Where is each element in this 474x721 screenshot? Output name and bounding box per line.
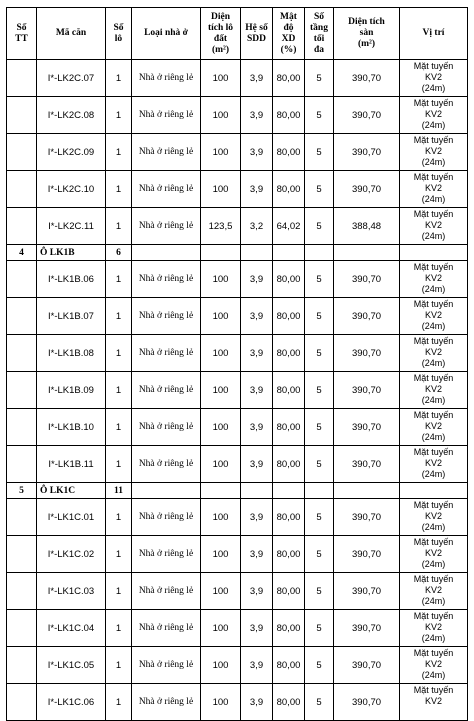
dien-tich-san-cell: 390,70 [334, 261, 400, 298]
group-empty-cell [305, 483, 334, 499]
dien-tich-lo-cell: 100 [201, 298, 241, 335]
ma-can-cell: I*-LK1C.05 [37, 647, 106, 684]
vi-tri-line: Mặt tuyến [413, 611, 454, 621]
mat-do-cell: 80,00 [273, 298, 305, 335]
dien-tich-lo-cell: 100 [201, 261, 241, 298]
vi-tri-line: (24m) [421, 633, 446, 643]
so-tang-cell: 5 [305, 97, 334, 134]
group-name: Ô LK1B [37, 245, 106, 261]
table-row [7, 409, 468, 446]
he-so-cell: 3,9 [241, 610, 273, 647]
vi-tri-cell [400, 261, 468, 298]
group-count: 11 [106, 483, 132, 499]
mat-do-cell: 80,00 [273, 573, 305, 610]
group-count: 6 [106, 245, 132, 261]
ma-can-cell: I*-LK1C.02 [37, 536, 106, 573]
loai-nha-cell: Nhà ở riêng lẻ [132, 446, 201, 483]
so-tang-cell: 5 [305, 573, 334, 610]
vi-tri-cell [400, 499, 468, 536]
mat-do-cell: 80,00 [273, 97, 305, 134]
ma-can-cell: I*-LK1C.03 [37, 573, 106, 610]
stt-cell [7, 573, 37, 610]
vi-tri-line: Mặt tuyến [413, 648, 454, 658]
vi-tri-cell [400, 647, 468, 684]
he-so-cell: 3,9 [241, 372, 273, 409]
dien-tich-lo-cell: 100 [201, 684, 241, 721]
vi-tri-line: (24m) [421, 194, 446, 204]
loai-nha-cell: Nhà ở riêng lẻ [132, 684, 201, 721]
vi-tri-line: KV2 [424, 146, 442, 156]
stt-cell [7, 499, 37, 536]
loai-nha-cell: Nhà ở riêng lẻ [132, 372, 201, 409]
ma-can-cell: I*-LK1B.08 [37, 335, 106, 372]
loai-nha-cell: Nhà ở riêng lẻ [132, 499, 201, 536]
dien-tich-lo-cell: 100 [201, 536, 241, 573]
loai-nha-cell: Nhà ở riêng lẻ [132, 335, 201, 372]
table-row [7, 573, 468, 610]
vi-tri-line: (24m) [421, 231, 446, 241]
vi-tri-line: (24m) [421, 596, 446, 606]
vi-tri-line: Mặt tuyến [413, 447, 454, 457]
table-row [7, 335, 468, 372]
table-row [7, 610, 468, 647]
loai-nha-cell: Nhà ở riêng lẻ [132, 298, 201, 335]
he-so-cell: 3,9 [241, 335, 273, 372]
stt-cell [7, 298, 37, 335]
stt-cell [7, 684, 37, 721]
header-he-so: Hệ số SDD [241, 8, 273, 60]
group-empty-cell [132, 245, 201, 261]
table-row [7, 97, 468, 134]
so-tang-cell: 5 [305, 134, 334, 171]
so-tang-cell: 5 [305, 298, 334, 335]
vi-tri-line: (24m) [421, 469, 446, 479]
dien-tich-lo-cell: 100 [201, 499, 241, 536]
loai-nha-cell: Nhà ở riêng lẻ [132, 97, 201, 134]
group-stt: 4 [7, 245, 37, 261]
vi-tri-cell [400, 684, 468, 721]
group-empty-cell [201, 245, 241, 261]
vi-tri-line: Mặt tuyến [413, 299, 454, 309]
dien-tich-san-cell: 390,70 [334, 536, 400, 573]
so-tang-cell: 5 [305, 684, 334, 721]
table-row [7, 60, 468, 97]
vi-tri-line: KV2 [424, 585, 442, 595]
vi-tri-line: (24m) [421, 83, 446, 93]
group-empty-cell [334, 245, 400, 261]
so-tang-cell: 5 [305, 261, 334, 298]
he-so-cell: 3,9 [241, 446, 273, 483]
so-lo-cell: 1 [106, 446, 132, 483]
he-so-cell: 3,9 [241, 171, 273, 208]
dien-tich-lo-cell: 123,5 [201, 208, 241, 245]
group-name: Ô LK1C [37, 483, 106, 499]
dien-tich-lo-cell: 100 [201, 446, 241, 483]
ma-can-cell: I*-LK1B.10 [37, 409, 106, 446]
vi-tri-line: Mặt tuyến [413, 135, 454, 145]
mat-do-cell: 80,00 [273, 647, 305, 684]
so-tang-cell: 5 [305, 499, 334, 536]
group-empty-cell [201, 483, 241, 499]
stt-cell [7, 134, 37, 171]
mat-do-cell: 80,00 [273, 134, 305, 171]
ma-can-cell: I*-LK1C.01 [37, 499, 106, 536]
header-vi-tri: Vị trí [400, 8, 468, 60]
loai-nha-cell: Nhà ở riêng lẻ [132, 60, 201, 97]
vi-tri-cell [400, 134, 468, 171]
he-so-cell: 3,9 [241, 97, 273, 134]
vi-tri-line: KV2 [424, 109, 442, 119]
so-tang-cell: 5 [305, 647, 334, 684]
stt-cell [7, 610, 37, 647]
vi-tri-line: (24m) [421, 157, 446, 167]
header-dien-tich-san: Diện tích sàn (m²) [334, 8, 400, 60]
dien-tich-lo-cell: 100 [201, 97, 241, 134]
group-empty-cell [273, 245, 305, 261]
dien-tich-san-cell: 390,70 [334, 573, 400, 610]
dien-tich-san-cell: 390,70 [334, 97, 400, 134]
mat-do-cell: 80,00 [273, 610, 305, 647]
group-empty-cell [334, 483, 400, 499]
vi-tri-line: KV2 [424, 622, 442, 632]
so-lo-cell: 1 [106, 409, 132, 446]
vi-tri-line: Mặt tuyến [413, 209, 454, 219]
header-ma-can: Mã căn [37, 8, 106, 60]
so-lo-cell: 1 [106, 647, 132, 684]
dien-tich-san-cell: 390,70 [334, 298, 400, 335]
table-row [7, 446, 468, 483]
table-row [7, 208, 468, 245]
group-stt: 5 [7, 483, 37, 499]
so-lo-cell: 1 [106, 499, 132, 536]
mat-do-cell: 80,00 [273, 446, 305, 483]
table-row [7, 499, 468, 536]
group-empty-cell [400, 245, 468, 261]
table-row [7, 684, 468, 721]
table-row [7, 134, 468, 171]
group-empty-cell [273, 483, 305, 499]
loai-nha-cell: Nhà ở riêng lẻ [132, 536, 201, 573]
so-tang-cell: 5 [305, 335, 334, 372]
so-lo-cell: 1 [106, 610, 132, 647]
vi-tri-line: KV2 [424, 511, 442, 521]
vi-tri-cell [400, 409, 468, 446]
mat-do-cell: 80,00 [273, 60, 305, 97]
mat-do-cell: 80,00 [273, 372, 305, 409]
header-so-tang: Số tầng tối đa [305, 8, 334, 60]
vi-tri-line: KV2 [424, 384, 442, 394]
vi-tri-line: KV2 [424, 421, 442, 431]
header-dien-tich-lo: Diện tích lô đất (m²) [201, 8, 241, 60]
vi-tri-line: Mặt tuyến [413, 500, 454, 510]
mat-do-cell: 80,00 [273, 171, 305, 208]
he-so-cell: 3,9 [241, 647, 273, 684]
header-stt: Số TT [7, 8, 37, 60]
he-so-cell: 3,9 [241, 684, 273, 721]
dien-tich-lo-cell: 100 [201, 60, 241, 97]
vi-tri-line: Mặt tuyến [413, 98, 454, 108]
vi-tri-line: KV2 [424, 220, 442, 230]
vi-tri-line: KV2 [424, 696, 442, 706]
he-so-cell: 3,9 [241, 409, 273, 446]
dien-tich-san-cell: 390,70 [334, 171, 400, 208]
so-lo-cell: 1 [106, 684, 132, 721]
ma-can-cell: I*-LK1C.04 [37, 610, 106, 647]
loai-nha-cell: Nhà ở riêng lẻ [132, 409, 201, 446]
vi-tri-line: Mặt tuyến [413, 685, 454, 695]
mat-do-cell: 80,00 [273, 684, 305, 721]
so-lo-cell: 1 [106, 335, 132, 372]
vi-tri-line: KV2 [424, 659, 442, 669]
vi-tri-line: (24m) [421, 395, 446, 405]
vi-tri-line: Mặt tuyến [413, 172, 454, 182]
stt-cell [7, 647, 37, 684]
vi-tri-line: (24m) [421, 321, 446, 331]
vi-tri-line: (24m) [421, 358, 446, 368]
so-tang-cell: 5 [305, 446, 334, 483]
vi-tri-line: Mặt tuyến [413, 537, 454, 547]
he-so-cell: 3,2 [241, 208, 273, 245]
ma-can-cell: I*-LK2C.08 [37, 97, 106, 134]
he-so-cell: 3,9 [241, 499, 273, 536]
vi-tri-line: Mặt tuyến [413, 574, 454, 584]
vi-tri-line: KV2 [424, 273, 442, 283]
group-row [7, 483, 468, 499]
he-so-cell: 3,9 [241, 60, 273, 97]
vi-tri-cell [400, 97, 468, 134]
vi-tri-line: Mặt tuyến [413, 373, 454, 383]
vi-tri-line: KV2 [424, 458, 442, 468]
so-lo-cell: 1 [106, 60, 132, 97]
table-row [7, 261, 468, 298]
vi-tri-line: Mặt tuyến [413, 410, 454, 420]
dien-tich-lo-cell: 100 [201, 610, 241, 647]
so-lo-cell: 1 [106, 208, 132, 245]
table-row [7, 536, 468, 573]
dien-tich-lo-cell: 100 [201, 372, 241, 409]
he-so-cell: 3,9 [241, 134, 273, 171]
header-mat-do: Mật độ XD (%) [273, 8, 305, 60]
dien-tich-san-cell: 388,48 [334, 208, 400, 245]
stt-cell [7, 536, 37, 573]
so-tang-cell: 5 [305, 60, 334, 97]
group-empty-cell [305, 245, 334, 261]
loai-nha-cell: Nhà ở riêng lẻ [132, 261, 201, 298]
he-so-cell: 3,9 [241, 261, 273, 298]
dien-tich-san-cell: 390,70 [334, 499, 400, 536]
dien-tich-san-cell: 390,70 [334, 409, 400, 446]
stt-cell [7, 261, 37, 298]
so-tang-cell: 5 [305, 171, 334, 208]
so-lo-cell: 1 [106, 171, 132, 208]
so-tang-cell: 5 [305, 372, 334, 409]
vi-tri-cell [400, 372, 468, 409]
so-tang-cell: 5 [305, 208, 334, 245]
mat-do-cell: 64,02 [273, 208, 305, 245]
so-lo-cell: 1 [106, 134, 132, 171]
dien-tich-san-cell: 390,70 [334, 684, 400, 721]
table-body [7, 60, 468, 721]
dien-tich-lo-cell: 100 [201, 335, 241, 372]
stt-cell [7, 208, 37, 245]
loai-nha-cell: Nhà ở riêng lẻ [132, 171, 201, 208]
dien-tich-san-cell: 390,70 [334, 134, 400, 171]
mat-do-cell: 80,00 [273, 335, 305, 372]
header-so-lo: Số lô [106, 8, 132, 60]
vi-tri-line: KV2 [424, 310, 442, 320]
dien-tich-san-cell: 390,70 [334, 60, 400, 97]
loai-nha-cell: Nhà ở riêng lẻ [132, 647, 201, 684]
vi-tri-line: KV2 [424, 548, 442, 558]
stt-cell [7, 372, 37, 409]
table-row [7, 171, 468, 208]
dien-tich-lo-cell: 100 [201, 409, 241, 446]
table-row [7, 647, 468, 684]
stt-cell [7, 97, 37, 134]
stt-cell [7, 409, 37, 446]
dien-tich-san-cell: 390,70 [334, 610, 400, 647]
vi-tri-cell [400, 335, 468, 372]
he-so-cell: 3,9 [241, 536, 273, 573]
mat-do-cell: 80,00 [273, 536, 305, 573]
vi-tri-line: Mặt tuyến [413, 336, 454, 346]
vi-tri-line: Mặt tuyến [413, 61, 454, 71]
dien-tich-lo-cell: 100 [201, 134, 241, 171]
vi-tri-line: (24m) [421, 432, 446, 442]
stt-cell [7, 446, 37, 483]
ma-can-cell: I*-LK2C.11 [37, 208, 106, 245]
so-lo-cell: 1 [106, 97, 132, 134]
group-row [7, 245, 468, 261]
ma-can-cell: I*-LK1B.11 [37, 446, 106, 483]
table-row [7, 372, 468, 409]
vi-tri-cell [400, 60, 468, 97]
so-lo-cell: 1 [106, 372, 132, 409]
table-row [7, 298, 468, 335]
vi-tri-line: KV2 [424, 183, 442, 193]
vi-tri-cell [400, 171, 468, 208]
he-so-cell: 3,9 [241, 573, 273, 610]
loai-nha-cell: Nhà ở riêng lẻ [132, 134, 201, 171]
loai-nha-cell: Nhà ở riêng lẻ [132, 573, 201, 610]
vi-tri-cell [400, 573, 468, 610]
group-empty-cell [400, 483, 468, 499]
dien-tich-lo-cell: 100 [201, 647, 241, 684]
ma-can-cell: I*-LK1B.06 [37, 261, 106, 298]
mat-do-cell: 80,00 [273, 261, 305, 298]
so-lo-cell: 1 [106, 298, 132, 335]
dien-tich-lo-cell: 100 [201, 171, 241, 208]
so-tang-cell: 5 [305, 409, 334, 446]
vi-tri-line: KV2 [424, 347, 442, 357]
so-tang-cell: 5 [305, 536, 334, 573]
ma-can-cell: I*-LK2C.07 [37, 60, 106, 97]
group-empty-cell [241, 483, 273, 499]
vi-tri-line: (24m) [421, 522, 446, 532]
he-so-cell: 3,9 [241, 298, 273, 335]
ma-can-cell: I*-LK1C.06 [37, 684, 106, 721]
vi-tri-cell [400, 298, 468, 335]
ma-can-cell: I*-LK1B.09 [37, 372, 106, 409]
stt-cell [7, 171, 37, 208]
group-empty-cell [241, 245, 273, 261]
header-loai-nha: Loại nhà ở [132, 8, 201, 60]
mat-do-cell: 80,00 [273, 409, 305, 446]
stt-cell [7, 60, 37, 97]
vi-tri-cell [400, 536, 468, 573]
ma-can-cell: I*-LK2C.09 [37, 134, 106, 171]
so-lo-cell: 1 [106, 536, 132, 573]
lot-table [6, 7, 468, 721]
loai-nha-cell: Nhà ở riêng lẻ [132, 208, 201, 245]
so-tang-cell: 5 [305, 610, 334, 647]
vi-tri-line: Mặt tuyến [413, 262, 454, 272]
vi-tri-cell [400, 208, 468, 245]
vi-tri-line: (24m) [421, 559, 446, 569]
dien-tich-san-cell: 390,70 [334, 446, 400, 483]
dien-tich-lo-cell: 100 [201, 573, 241, 610]
header-row [7, 8, 468, 60]
so-lo-cell: 1 [106, 573, 132, 610]
stt-cell [7, 335, 37, 372]
vi-tri-cell [400, 610, 468, 647]
vi-tri-line: (24m) [421, 120, 446, 130]
dien-tich-san-cell: 390,70 [334, 372, 400, 409]
ma-can-cell: I*-LK1B.07 [37, 298, 106, 335]
vi-tri-line: KV2 [424, 72, 442, 82]
vi-tri-line: (24m) [421, 284, 446, 294]
so-lo-cell: 1 [106, 261, 132, 298]
loai-nha-cell: Nhà ở riêng lẻ [132, 610, 201, 647]
mat-do-cell: 80,00 [273, 499, 305, 536]
dien-tich-san-cell: 390,70 [334, 647, 400, 684]
ma-can-cell: I*-LK2C.10 [37, 171, 106, 208]
vi-tri-line: (24m) [421, 670, 446, 680]
vi-tri-cell [400, 446, 468, 483]
dien-tich-san-cell: 390,70 [334, 335, 400, 372]
group-empty-cell [132, 483, 201, 499]
